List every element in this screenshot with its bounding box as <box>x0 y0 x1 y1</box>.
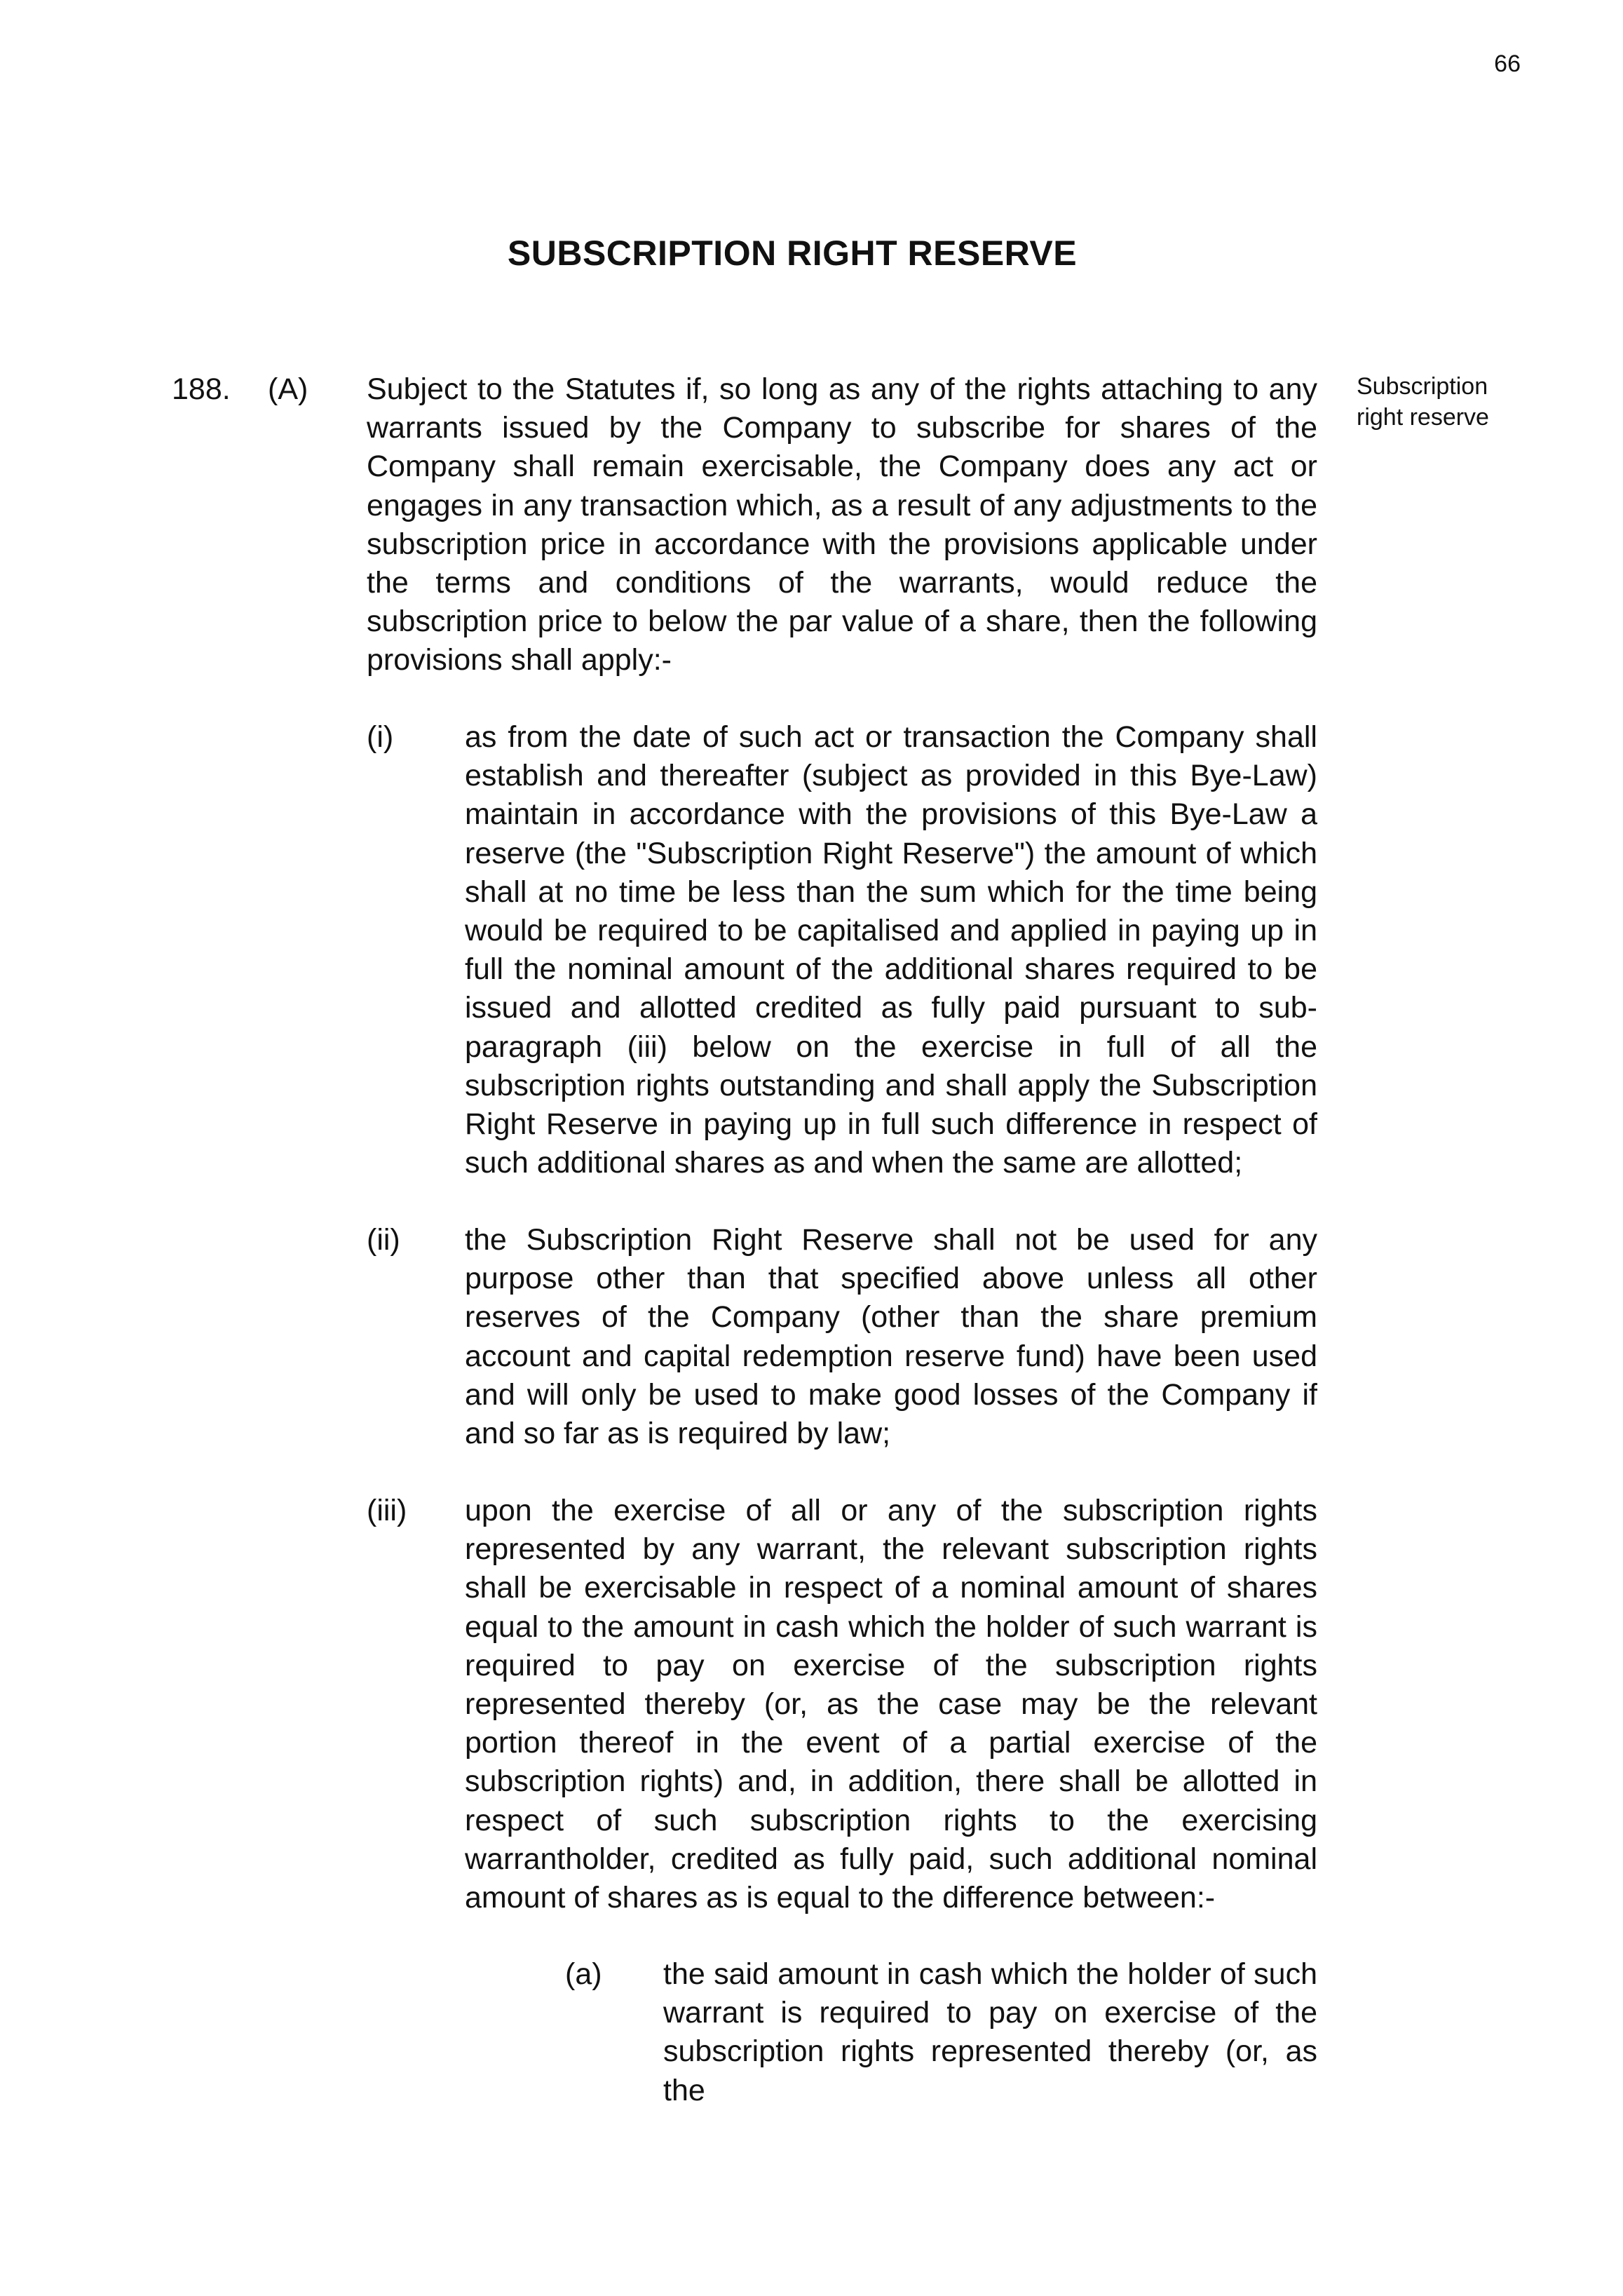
subparagraph-label: (ii) <box>367 1223 400 1257</box>
subparagraph-text: as from the date of such act or transaction the Company shall establish and thereafter (subject as provided in this Bye-Law) maintain in accordance with the provisions of this Bye-Law a reserve (the "Subscription Right Reserve") the amount of which shall at no time be less than the sum which for the time being would be required to be capitalised and applied in paying up in full the nominal amount of the additional shares required to be issued and allotted credited as fully paid pursuant to sub-paragraph (iii) below on the exercise in full of all the subscription rights outstanding and shall apply the Subscription Right Reserve in paying up in full such difference in respect of such additional shares as and when the same are allotted; <box>465 720 1317 1180</box>
subsubparagraph-label: (a) <box>565 1957 602 1991</box>
subparagraph-label: (i) <box>367 720 394 754</box>
subparagraph-text: upon the exercise of all or any of the subscription rights represented by any warrant, the relevant subscription rights shall be exercisable in respect of a nominal amount of shares equal to the amount in cash which the holder of such warrant is required to pay on exercise of the subscription rights represented thereby (or, as the case may be the relevant portion thereof in the event of a partial exercise of the subscription rights) and, in addition, there shall be allotted in respect of such subscription rights to the exercising warrantholder, credited as fully paid, such additional nominal amount of shares as is equal to the difference between:- <box>465 1494 1317 1915</box>
clause-number: 188. <box>172 372 231 406</box>
clause-letter: (A) <box>268 372 308 406</box>
page-number: 66 <box>1494 50 1521 77</box>
subparagraph-text: the Subscription Right Reserve shall not be used for any purpose other than that specified above unless all other reserves of the Company (other than the share premium account and capital redemption reserve fund) have been used and will only be used to make good losses of the Company if and so far as is required by law; <box>465 1223 1317 1451</box>
subparagraph-label: (iii) <box>367 1494 407 1527</box>
margin-note: Subscription right reserve <box>1357 373 1489 431</box>
clause-text: Subject to the Statutes if, so long as any of the rights attaching to any warrants issued by the Company to subscribe for shares of the Company shall remain exercisable, the Company does any act or engages in any transaction which, as a result of any adjustments to the subscription price in accordance with the provisions applicable under the terms and conditions of the warrants, would reduce the subscription price to below the par value of a share, then the following provisions shall apply:- <box>367 372 1317 677</box>
page-title: SUBSCRIPTION RIGHT RESERVE <box>507 234 1078 273</box>
subsubparagraph-text: the said amount in cash which the holder of such warrant is required to pay on exercise of the subscription rights represented thereby (or, as the <box>663 1957 1317 2107</box>
